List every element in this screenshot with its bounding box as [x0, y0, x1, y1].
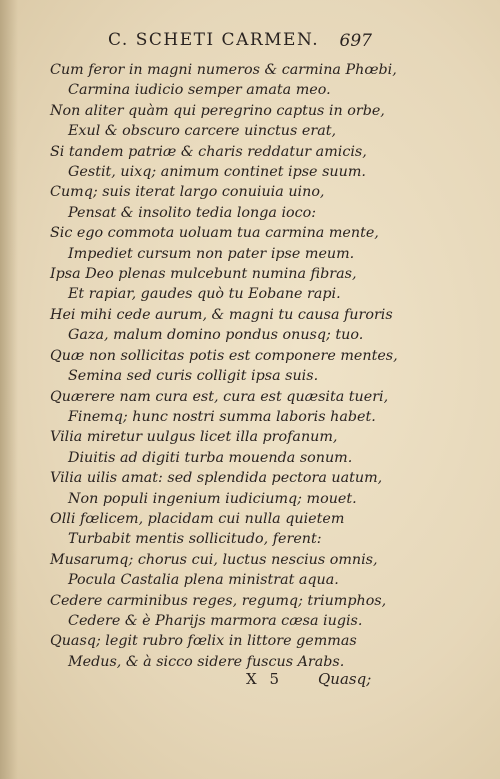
verse-line: Semina sed curis colligit ipsa suis. — [68, 368, 319, 385]
verse-line: Gaza, malum domino pondus onusq; tuo. — [68, 327, 364, 344]
verse-line: Finemq; hunc nostri summa laboris habet. — [68, 408, 376, 425]
verse-line: Cum feror in magni numeros & carmina Phœbi, — [50, 62, 397, 78]
poem-text — [50, 60, 470, 672]
catchword: Quasq; — [318, 670, 372, 688]
running-head: C. SCHETI CARMEN. — [108, 30, 320, 50]
page-gutter-shadow — [0, 0, 18, 779]
verse-line: Hei mihi cede aurum, & magni tu causa furoris — [50, 306, 393, 323]
verse-line: Quæ non sollicitas potis est componere mentes, — [50, 347, 398, 364]
verse-line: Turbabit mentis sollicitudo, ferent: — [68, 531, 322, 548]
verse-line: Olli fœlicem, placidam cui nulla quietem — [50, 510, 345, 527]
verse-line: Non populi ingenium iudiciumq; mouet. — [68, 490, 357, 507]
verse-line: Medus, & à sicco sidere fuscus Arabs. — [68, 653, 345, 670]
verse-line: Non aliter quàm qui peregrino captus in orbe, — [50, 102, 385, 119]
verse-line: Quasq; legit rubro fœlix in littore gemmas — [50, 633, 357, 650]
verse-line: Diuitis ad digiti turba mouenda sonum. — [68, 449, 353, 466]
verse-line: Pensat & insolito tedia longa ioco: — [68, 204, 317, 221]
verse-line: Quærere nam cura est, cura est quæsita tueri, — [50, 388, 389, 405]
verse-line: Cumq; suis iterat largo conuiuia uino, — [50, 184, 325, 201]
verse-line: Impediet cursum non pater ipse meum. — [68, 245, 355, 262]
verse-line: Vilia uilis amat: sed splendida pectora uatum, — [50, 470, 383, 487]
verse-line: Vilia miretur uulgus licet illa profanum, — [50, 429, 338, 446]
verse-line: Cedere & è Pharijs marmora cæsa iugis. — [68, 612, 363, 629]
verse-line: Carmina iudicio semper amata meo. — [68, 82, 331, 99]
verse-line: Sic ego commota uoluam tua carmina mente, — [50, 225, 379, 242]
verse-line: Si tandem patriæ & charis reddatur amicis, — [50, 143, 367, 160]
verse-line: Exul & obscuro carcere uinctus erat, — [68, 123, 337, 140]
page-number: 697 — [339, 31, 372, 51]
signature-mark: X 5 — [246, 670, 283, 688]
verse-line: Musarumq; chorus cui, luctus nescius omnis, — [50, 551, 378, 568]
verse-line: Cedere carminibus reges, regumq; triumphos, — [50, 592, 387, 609]
verse-line: Pocula Castalia plena ministrat aqua. — [68, 572, 339, 589]
page-header — [0, 30, 500, 54]
verse-line: Et rapiar, gaudes quò tu Eobane rapi. — [68, 286, 341, 303]
verse-line: Gestit, uixq; animum continet ipse suum. — [68, 164, 366, 181]
verse-line: Ipsa Deo plenas mulcebunt numina fibras, — [50, 266, 357, 283]
page-footer — [0, 670, 500, 692]
